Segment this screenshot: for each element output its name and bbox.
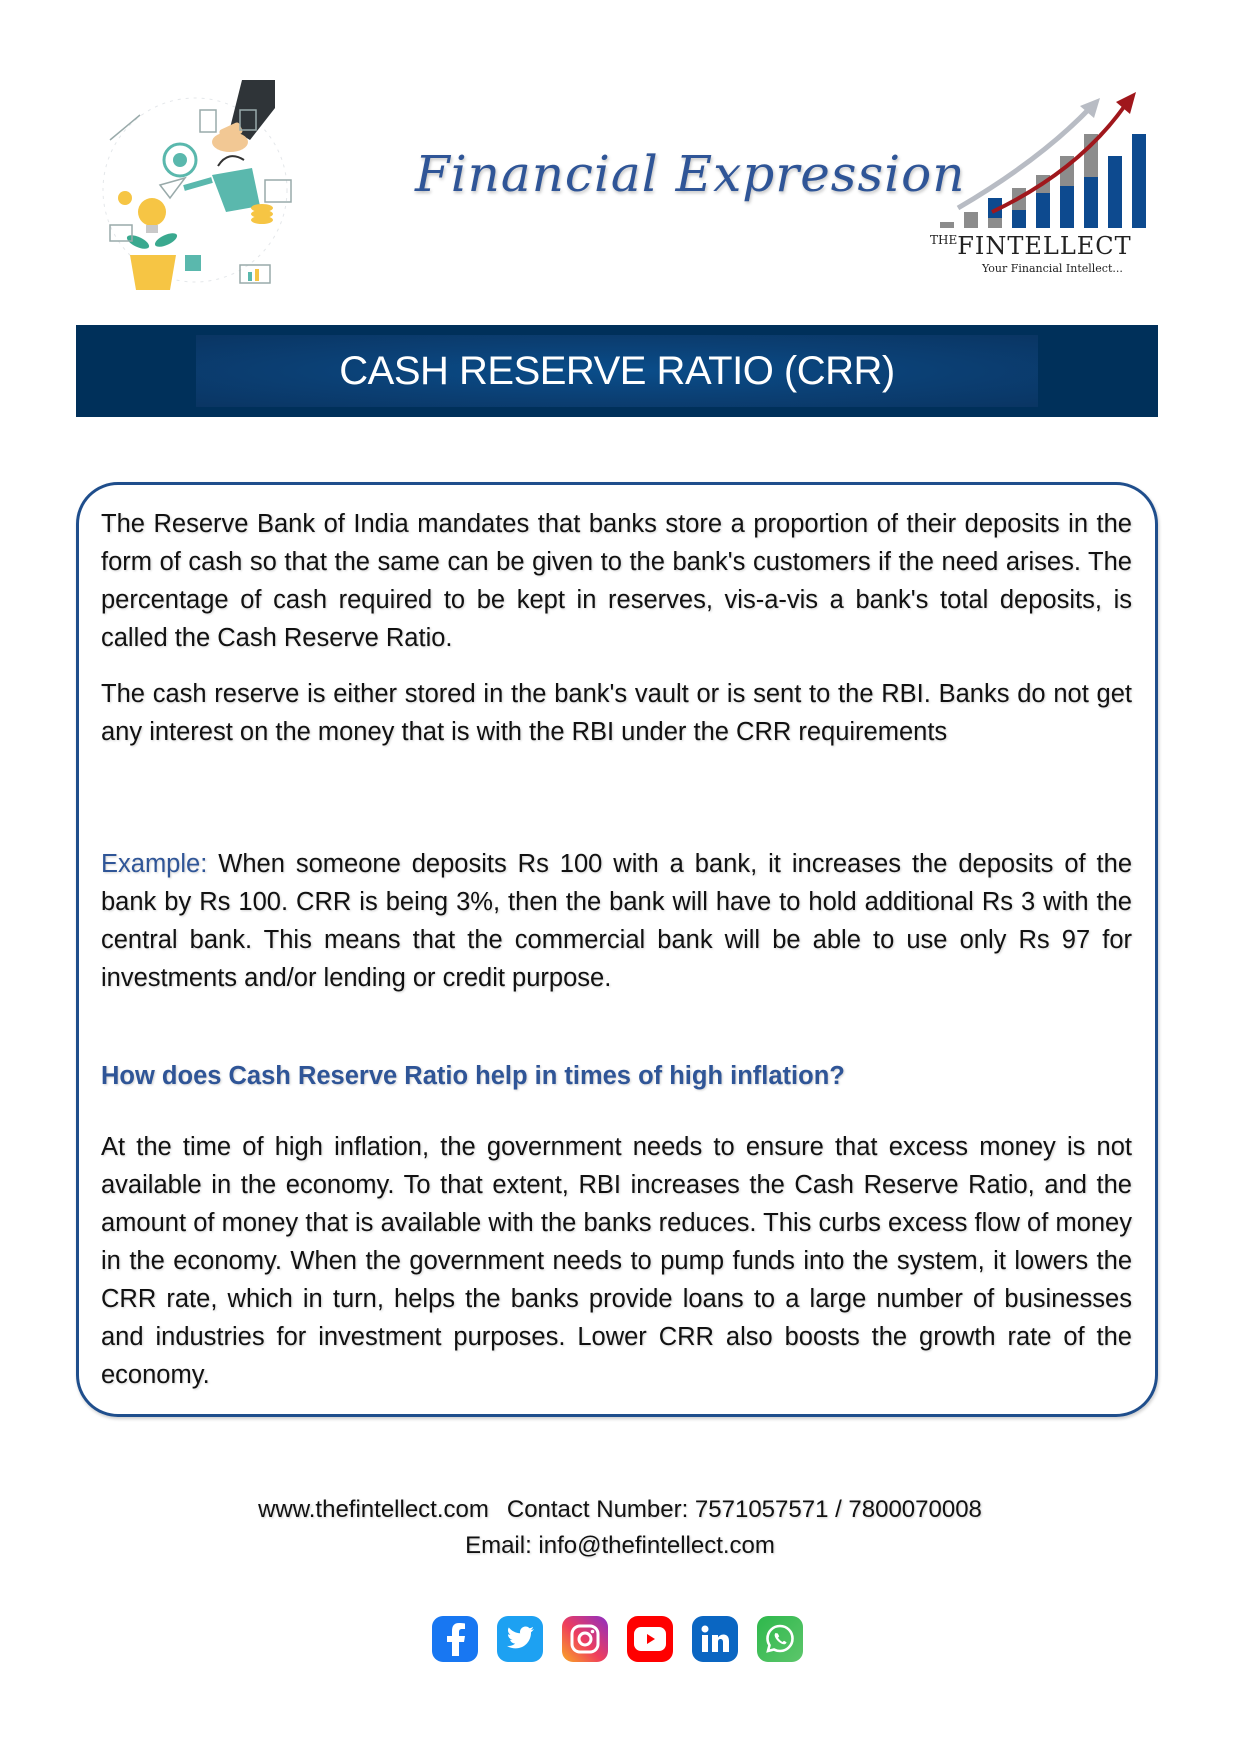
paragraph-definition: The Reserve Bank of India mandates that banks store a proportion of their deposits in the form of cash so that the same can be given to the bank's customers if the need arises. The percentage of cash required to be kept in reserves, vis-a-vis a bank's total deposits, is called the Cash Reserve Ratio. <box>101 510 1132 652</box>
logo-wordmark <box>930 232 1150 260</box>
brand-script-title: Financial Expression <box>415 145 966 203</box>
growth-ideas-illustration <box>100 80 300 290</box>
whatsapp-icon[interactable] <box>757 1616 803 1662</box>
youtube-icon[interactable] <box>627 1616 673 1662</box>
website-link[interactable]: www.thefintellect.com <box>258 1496 489 1523</box>
logo-tagline: Your Financial Intellect... <box>982 262 1123 275</box>
logo-name: FINTELLECT <box>957 232 1132 260</box>
example-label: Example: <box>101 850 208 878</box>
growth-chart-logo-icon <box>930 90 1150 235</box>
linkedin-icon[interactable] <box>692 1616 738 1662</box>
twitter-icon[interactable] <box>497 1616 543 1662</box>
social-links <box>432 1616 803 1662</box>
example-text: When someone deposits Rs 100 with a bank, it increases the deposits of the bank by Rs 100. CRR is being 3%, then the bank will have to hold additional Rs 3 with the central bank. This means that the commercial bank will be able to use only Rs 97 for investments and/or lending or credit purpose. <box>101 850 1132 992</box>
footer-email[interactable]: Email: info@thefintellect.com <box>465 1532 775 1559</box>
paragraph-example <box>101 845 1132 997</box>
footer-contact-line <box>0 1496 1240 1524</box>
instagram-icon[interactable] <box>562 1616 608 1662</box>
facebook-icon[interactable] <box>432 1616 478 1662</box>
title-banner <box>76 325 1158 417</box>
paragraph-reserve-storage: The cash reserve is either stored in the bank's vault or is sent to the RBI. Banks do not get any interest on the money that is with the RBI under the CRR requirements <box>101 680 1132 746</box>
inflation-question-heading: How does Cash Reserve Ratio help in times of high inflation? <box>101 1062 845 1090</box>
paragraph-inflation: At the time of high inflation, the government needs to ensure that excess money is not available in the economy. To that extent, RBI increases the Cash Reserve Ratio, and the amount of money that is available with the banks reduces. This curbs excess flow of money in the economy. When the government needs to pump funds into the system, it lowers the CRR rate, which in turn, helps the banks provide loans to a large number of businesses and industries for investment purposes. Lower CRR also boosts the growth rate of the economy. <box>101 1133 1132 1389</box>
logo-prefix: THE <box>930 233 958 247</box>
page-title: CASH RESERVE RATIO (CRR) <box>339 349 895 393</box>
fintellect-logo <box>930 90 1150 280</box>
contact-number: Contact Number: 7571057571 / 7800070008 <box>506 1496 982 1523</box>
